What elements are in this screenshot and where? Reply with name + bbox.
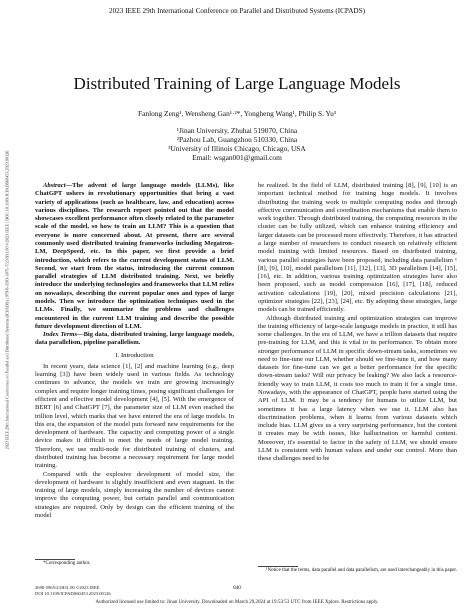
paper-title: Distributed Training of Large Language Models xyxy=(73,74,401,93)
abstract-label: Abstract xyxy=(43,182,66,189)
affiliation-2: ²Pazhou Lab, Guangzhou 510330, China xyxy=(176,135,298,144)
right-paragraph-1: be realized. In the field of LLM, distributed training [8], [9], [10] is an important technical method for training huge models. It involves distributing the training work to multiple computing nodes and through effective communication and coordination mechanisms that enable them to work together. Through distributed training, the computing resources in the cluster can be fully utilized, which can enhance training efficiency and larger datasets can be processed more effectively. Therefore, it has attracted a large number of researchers to conduct research on relatively efficient model training with limited resources. Based on distributed training, various parallel strategies have been proposed, including data parallelism ¹ [8], [9], [10], model parallelism [11], [12], [13], 3D parallelism [14], [15], [16], etc. In addition, various training optimization strategies have also been proposed, such as model compression [16], [17], [18], reduced activation calculations [19], [20], mixed precision calculations [21], optimizer strategies [22], [23], [24], etc. By adopting these strategies, large models can be trained efficiently. xyxy=(258,182,457,314)
intro-paragraph-1: In recent years, data science [1], [2] and machine learning (e.g., deep learning [3]) have been widely used in various fields. As technology continues to advance, the models we train are growing increasingly complex and require longer training times, posing significant challenges for efficient and effective model development [4], [5]. With the emergence of BERT [6] and ChatGPT [7], the parameter size of LLM even reached the trillion level, which marks that we have entered the era of large models. In this era, the expansion of the model puts forward new requirements for the development of hardware. The capacity and computing power of a single device makes it difficult to meet the needs of large model training. Therefore, we use multi-node for distributed training of clusters, and distributed training has become a necessary requirement for large model training. xyxy=(35,362,234,470)
abstract-text: —The advent of large language models (LLMs), like ChatGPT ushers in revolutionary opportunities that bring a vast variety of applications (such as healthcare, law, and education) across various disciplines. The research report pointed out that the model showcases excellent performance often closely related to the parameter scale of the model, so how to train an LLM? This is a question that everyone is more concerned about. At present, there are several commonly used distributed training frameworks including Megatron-LM, DeepSpeed, etc. In this paper, we first provide a brief introduction, which refers to the current development status of LLM. Second, we start from the status, introducing the current common parallel strategies of LLM distributed training. Next, we briefly introduce the underlying technologies and frameworks that LLM relies on nowadays, describing the current popular ones and types of large models. Then we introduce the optimization techniques used in the LLMs. Finally, we summarize the problems and challenges encountered in the current LLM training and describe the possible future development direction of LLM. xyxy=(35,182,234,330)
right-footnote-rule xyxy=(258,566,298,567)
affiliation-1: ¹Jinan University, Zhuhai 519070, China xyxy=(176,126,298,135)
author-list: Fanlong Zeng¹, Wensheng Gan¹·²*, Yongheng Wang¹, Philip S. Yu³ xyxy=(137,109,336,118)
index-terms-text: —Big data, distributed training, large language models, data parallelism, pipeline parallelism. xyxy=(35,331,234,347)
corresponding-author-footnote: *Corresponding author. xyxy=(43,561,91,566)
license-notice: Authorized licensed use limited to: Jinan University. Downloaded on March 29,2024 at 19:53:53 UTC from IEEE Xplore. Restrictions apply. xyxy=(95,600,379,605)
right-column xyxy=(258,182,457,464)
index-terms-label: Index Terms xyxy=(43,331,78,339)
side-citation-text: 2023 IEEE 29th International Conference on Parallel and Distributed Systems (ICPADS) | 979-8-3503-3071-7/23/$31.00 ©2023 IEEE | DOI: 10.1109/ICPADS60453.2023.00126 xyxy=(4,150,10,450)
side-citation-strip xyxy=(2,20,13,580)
author-email: Email: wsgan001@gmail.com xyxy=(192,153,282,162)
footer-issn: 2690-5965/23/$31.00 ©2023 IEEE xyxy=(35,585,100,590)
conference-header: 2023 IEEE 29th International Conference on Parallel and Distributed Systems (ICPADS) xyxy=(108,7,366,15)
left-footnote-rule xyxy=(35,559,75,560)
abstract xyxy=(35,182,234,331)
left-column xyxy=(35,182,234,520)
page-number: 840 xyxy=(233,585,241,591)
index-terms xyxy=(35,331,234,348)
section-heading-introduction: I. Introduction xyxy=(115,351,154,359)
intro-paragraph-2: Compared with the explosive development of model size, the development of hardware is slightly insufficient and even stagnant. In the training of large models, simply increasing the number of devices cannot improve the computing power, but certain parallel and communication strategies are required. Only by design can the efficient training of the model xyxy=(35,470,234,519)
right-paragraph-2: Although distributed training and optimization strategies can improve the training efficiency of large-scale language models in practice, it still has some challenges. In the era of LLM, we have a trillion datasets that require pre-training for LLM, and this is vital to its performance. To obtain more stronger performance of LLM in specific down-stream tasks, sometimes we need to fine-tune our LLM, whether should we fine-tune it, and how many datasets for fine-tune can we get a better performance for the specific down-stream tasks? Will our privacy be leaking? We also lack a resource-friendly way to train LLM, it costs too much to train it for a single time. Nowadays, with the appearance of ChatGPT, people have started using the API of LLM. It may be a tendency for humans to utilize LLM, but sometimes it has a large latency when we use it. LLM also has discrimination problems, when it learns from various datasets which include bias. LLM gives us a very surprising performance, but the content it creates may be with issues, like hallucination or harmful content. Moreover, it's essential to factor in the safety of LLM, we should ensure LLM is consistent with human values and under our control. More than these challenges need to be xyxy=(258,314,457,463)
footer-doi: DOI 10.1109/ICPADS60453.2023.00126 xyxy=(35,591,111,597)
data-parallel-footnote: ¹Notice that the terms, data parallel and data parallelism, are used interchangeably in this paper. xyxy=(266,568,458,573)
affiliation-3: ³University of Illinois Chicago, Chicago, USA xyxy=(168,144,306,153)
